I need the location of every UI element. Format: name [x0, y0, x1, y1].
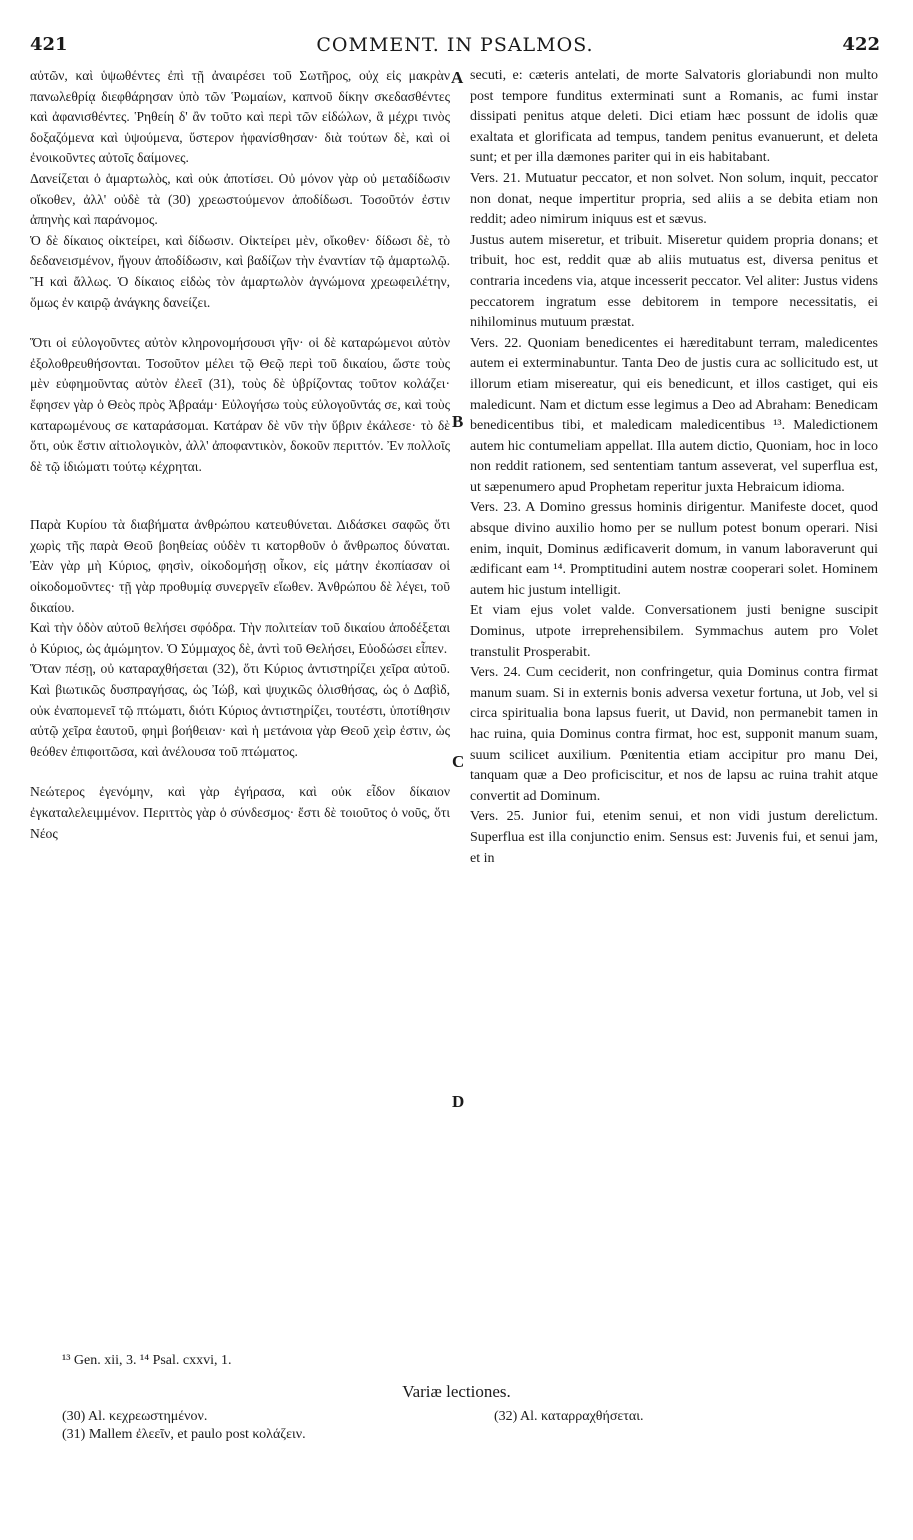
greek-paragraph: Ὅταν πέσῃ, οὐ καταραχθήσεται (32), ὅτι Κύριος ἀντιστηρίζει χεῖρα αὐτοῦ. Καὶ βιωτικῶς δυσπραγήσας, ὡς Ἰώβ, καὶ ψυχικῶς ὀλισθήσας, ὡς ὁ Δαβὶδ, οὐκ ἐναπομενεῖ τῷ πτώματι, διότι Κύριος ἀντιστηρίζει, τουτέστι, ὑποτίθησιν αὐτῷ χεῖρα ἑαυτοῦ, φημὶ βοήθειαν· καὶ ἡ μετάνοια γὰρ Θεοῦ χεὶρ ἐστιν, ὡς θεόθεν ἐπιφοιτῶσα, καὶ ἀνέλουσα τοῦ πτώματος.	[30, 661, 450, 759]
greek-paragraph: Ὁ δὲ δίκαιος οἰκτείρει, καὶ δίδωσιν. Οἰκτείρει μὲν, οἴκοθεν· δίδωσι δὲ, τὸ δεδανεισμένον, ἤγουν ἀποδίδωσιν, καὶ βαδίζων τὴν ἐναντίαν τῷ ἁμαρτωλῷ. Ἢ καὶ ἄλλως. Ὁ δίκαιος εἰδὼς τὸν ἁμαρτωλὸν ἀγνώμονα χρεωφειλέτην, ὅμως ἐν καιρῷ ἀνάγκης δανείζει.	[30, 232, 450, 310]
latin-paragraph: Vers. 24. Cum ceciderit, non confringetur, quia Dominus contra firmat manum suam. Si in externis bonis adversa vexetur fortuna, ut Job, vel si circa spiritualia bona lapsus fuerit, ut David, non permanebit tamen in hac ruina, quia Dominus contra firmat, hoc est, supponit manum suam, suum scilicet auxilium. Pœnitentia etiam accipitur pro manu Dei, tanquam quæ a Deo proficiscitur, et nos de lapsu ac ruina trahit atque convertit ad Dominum.	[470, 665, 878, 804]
greek-column	[30, 66, 450, 844]
greek-paragraph: Παρὰ Κυρίου τὰ διαβήματα ἀνθρώπου κατευθύνεται. Διδάσκει σαφῶς ὅτι χωρὶς τῆς παρὰ Θεοῦ βοηθείας οὐδὲν τι κατορθοῦν ὁ ἄνθρωπος δύναται. Ἐὰν γὰρ μὴ Κύριος, φησὶν, οἰκοδομήσῃ οἶκον, εἰς μάτην ἐκοπίασαν οἱ οἰκοδομοῦντες· τῇ γὰρ προθυμίᾳ συνεργεῖν εἴωθεν. Ἀνθρώπου δὲ λέγει, τοῦ δικαίου.	[30, 517, 450, 615]
running-header	[30, 34, 880, 60]
latin-paragraph: secuti, e: cæteris antelati, de morte Salvatoris gloriabundi non multo post tempore funditus exterminati sunt a Romanis, ac fumi instar dissipati penitus atque deleti. Dici etiam hæc possunt de idolis quæ exaltata et glorificata ad tempus, tandem penitus evanuerunt, et deleta sunt; et per illa dæmones pariter qui in eis habitabant.	[470, 68, 878, 166]
variant-31: (31) Mallem ἐλεεῖν, et paulo post κολάζειν.	[62, 1427, 306, 1442]
margin-marker-d: D	[452, 1092, 465, 1111]
latin-paragraph: Vers. 21. Mutuatur peccator, et non solvet. Non solum, inquit, peccator non donat, neque impertitur propria, sed aliis a se debita etiam non reddit; adeo nimirum iniquus est et sævus.	[470, 170, 878, 228]
variae-lectiones-heading: Variæ lectiones.	[402, 1382, 511, 1401]
page-number-left: 421	[30, 34, 68, 55]
greek-paragraph: Ὅτι οἱ εὐλογοῦντες αὐτὸν κληρονομήσουσι γῆν· οἱ δὲ καταρώμενοι αὐτὸν ἐξολοθρευθήσονται. Τοσοῦτον μέλει τῷ Θεῷ περὶ τοῦ δικαίου, ὥστε τοὺς μὲν εὐφημοῦντας αὐτὸν ἐλεεῖ (31), τοὺς δὲ ὑβρίζοντας τοῦτον κολάζει· ἔφησεν γὰρ ὁ Θεὸς πρὸς Ἀβραάμ· Εὐλογήσω τοὺς εὐλογοῦντάς σε, καὶ τοὺς καταρωμένους σε καταράσομαι. Κατάραν δὲ νῦν τὴν ὕβριν ἐκάλεσε· τὸ δὲ ὅτι, οὐκ ἔστιν αἰτιολογικὸν, ἀλλ' ἀποφαντικὸν, δοκοῦν περιττόν. Ἐν πολλοῖς δὲ τῷ ἰδιώματι τούτῳ κέχρηται.	[30, 335, 450, 474]
greek-paragraph: αὐτῶν, καὶ ὑψωθέντες ἐπὶ τῇ ἀναιρέσει τοῦ Σωτῆρος, οὐχ εἰς μακρὰν πανωλεθρίᾳ διεφθάρησαν ὑπὸ τῶν Ῥωμαίων, καπνοῦ δίκην σκεδασθέντες καὶ ἀφανισθέντες. Ῥηθείη δ' ἂν τοῦτο καὶ περὶ τῶν εἰδώλων, ἃ μέχρι τινὸς δοξαζόμενα καὶ ὑψούμενα, ὕστερον ἠφανίσθησαν· διὰ τούτων δὲ, καὶ οἱ ἐνοικοῦντες αὐτοῖς δαίμονες.	[30, 68, 450, 166]
margin-marker-a: A	[451, 68, 464, 87]
variant-32: (32) Al. καταρραχθήσεται.	[494, 1409, 644, 1424]
greek-paragraph: Δανείζεται ὁ ἁμαρτωλὸς, καὶ οὐκ ἀποτίσει. Οὐ μόνον γὰρ οὐ μεταδίδωσιν οἴκοθεν, ἀλλ' οὐδὲ τὰ (30) χρεωστούμενον ἀποδίδωσι. Τοσοῦτόν ἐστιν ἀπηνὴς καὶ παράνομος.	[30, 170, 450, 228]
latin-paragraph: Justus autem miseretur, et tribuit. Miseretur quidem propria donans; et tribuit, hoc est, reddit quæ ab aliis mutuatus est, diversa penitus et contraria incedens via, atque incesserit peccator. Vel aliter: Justus videns peccatorem ingratum esse debitorem in tempore necessitatis, ei nihilominus mutuum præstat.	[470, 232, 878, 331]
margin-marker-c: C	[452, 752, 465, 771]
latin-column	[470, 66, 878, 869]
running-title: COMMENT. IN PSALMOS.	[316, 34, 594, 56]
page-number-right: 422	[842, 34, 880, 55]
latin-paragraph: Vers. 22. Quoniam benedicentes ei hæreditabunt terram, maledicentes autem ei exterminabuntur. Tanta Deo de justis cura ac sollicitudo est, ut illorum etiam misereatur, qui eis benedicunt, et illos castiget, qui eis maledicunt. Nam et dictum esse legimus a Deo ad Abraham: Benedicam benedicentibus tibi, et maledicam maledicentibus ¹³. Maledictionem autem hic contumeliam appellat. Illa autem dictio, Quoniam, hoc in loco non reddit rationem, sed sententiam tantum asseverat, vel superflua est, ut sæpenumero apud Prophetam reperitur juxta Hebraicum idioma.	[470, 335, 878, 495]
greek-paragraph: Νεώτερος ἐγενόμην, καὶ γὰρ ἐγήρασα, καὶ οὐκ εἶδον δίκαιον ἐγκαταλελειμμένον. Περιττὸς γὰρ ὁ σύνδεσμος· ἔστι δὲ τοιοῦτος ὁ νοῦς, ὅτι Νέος	[30, 784, 450, 841]
footnotes: ¹³ Gen. xii, 3. ¹⁴ Psal. cxxvi, 1.	[62, 1353, 232, 1368]
greek-paragraph: Καὶ τὴν ὁδὸν αὐτοῦ θελήσει σφόδρα. Τὴν πολιτείαν τοῦ δικαίου ἀποδέξεται ὁ Κύριος, ὡς ἀμώμητον. Ὁ Σύμμαχος δὲ, ἀντὶ τοῦ Θελήσει, Εὐοδώσει εἶπεν.	[30, 620, 450, 656]
latin-paragraph: Vers. 23. A Domino gressus hominis dirigentur. Manifeste docet, quod absque divino auxilio homo per se nullum potest bonum operari. Nisi enim, inquit, Dominus ædificaverit domum, in vanum laboraverunt qui ædificant eam ¹⁴. Promptitudini autem nostræ cooperari solet. Hominem autem hic justum intelligit.	[470, 500, 878, 598]
variant-readings	[62, 1408, 862, 1444]
latin-paragraph: Vers. 25. Junior fui, etenim senui, et non vidi justum derelictum. Superflua est illa conjunctio enim. Sensus est: Juvenis fui, et senui jam, et in	[470, 809, 878, 866]
variant-30: (30) Al. κεχρεωστημένον.	[62, 1409, 208, 1424]
margin-marker-b: B	[452, 412, 464, 431]
latin-paragraph: Et viam ejus volet valde. Conversationem justi benigne suscipit Dominus, utpote irreprehensibilem. Symmachus autem pro Volet transtulit Prosperabit.	[470, 603, 878, 660]
